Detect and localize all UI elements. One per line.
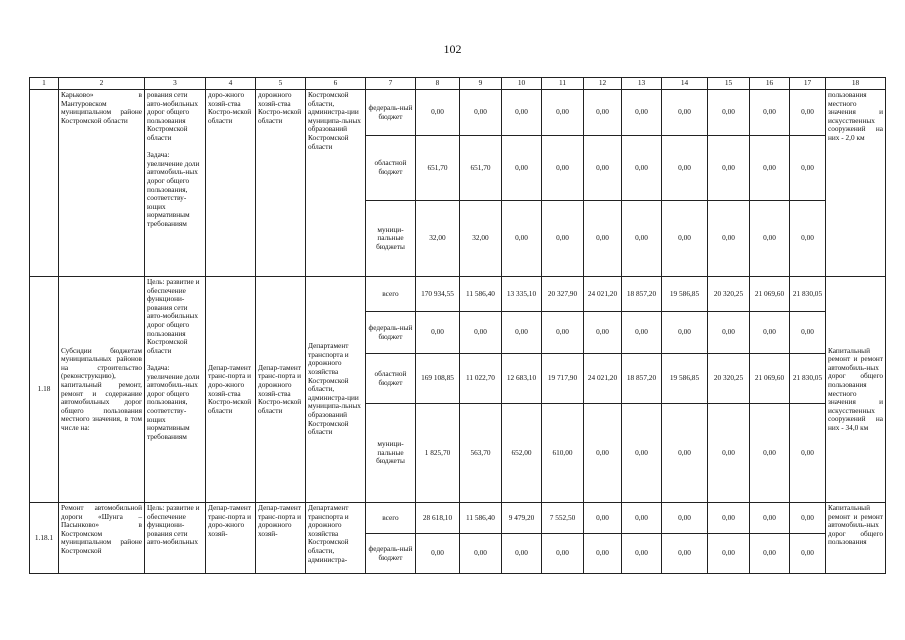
- expected-result: Капитальный ремонт и ремонт автомобиль-ных дорог общего пользования: [826, 503, 886, 574]
- value-cell: 12 683,10: [502, 354, 542, 404]
- value-cell: 0,00: [584, 503, 622, 534]
- value-cell: 652,00: [502, 404, 542, 503]
- value-cell: 0,00: [790, 404, 826, 503]
- goal-task: Цель: развитие и обеспечение функциони-рования сети авто-мобильных: [145, 503, 206, 574]
- value-cell: 0,00: [542, 136, 584, 201]
- value-cell: 0,00: [708, 90, 750, 136]
- value-cell: 0,00: [584, 90, 622, 136]
- value-cell: 0,00: [584, 136, 622, 201]
- value-cell: 0,00: [790, 312, 826, 354]
- value-cell: 0,00: [542, 90, 584, 136]
- value-cell: 169 108,85: [416, 354, 460, 404]
- coexecutor: дорожного хозяй-ства Костро-мской области: [256, 90, 306, 277]
- value-cell: 610,00: [542, 404, 584, 503]
- source-municipal: муници-пальные бюджеты: [366, 404, 416, 503]
- col-number: 4: [206, 78, 256, 90]
- value-cell: 0,00: [502, 90, 542, 136]
- value-cell: 20 327,90: [542, 277, 584, 312]
- expected-result: пользования местного значения и искусственных сооружений на них - 2,0 км: [826, 90, 886, 277]
- value-cell: 0,00: [542, 201, 584, 277]
- value-cell: 0,00: [662, 201, 708, 277]
- value-cell: 0,00: [584, 534, 622, 574]
- event-name: Карьково» в Мантуровском муниципальном районе Костромской области: [59, 90, 145, 277]
- source-regional: областной бюджет: [366, 354, 416, 404]
- value-cell: 11 586,40: [460, 277, 502, 312]
- value-cell: 0,00: [708, 136, 750, 201]
- value-cell: 0,00: [416, 534, 460, 574]
- source-federal: федераль-ный бюджет: [366, 312, 416, 354]
- col-number: 9: [460, 78, 502, 90]
- value-cell: 0,00: [750, 404, 790, 503]
- event-name: Ремонт автомобильной дороги «Шунга – Пасынково» в Костромском муниципальном районе Костромской: [59, 503, 145, 574]
- value-cell: 0,00: [662, 136, 708, 201]
- col-number: 8: [416, 78, 460, 90]
- value-cell: 0,00: [790, 534, 826, 574]
- source-municipal: муници-пальные бюджеты: [366, 201, 416, 277]
- value-cell: 18 857,20: [622, 277, 662, 312]
- value-cell: 13 335,10: [502, 277, 542, 312]
- value-cell: 0,00: [460, 312, 502, 354]
- value-cell: 0,00: [750, 312, 790, 354]
- value-cell: 0,00: [622, 534, 662, 574]
- value-cell: 0,00: [662, 534, 708, 574]
- value-cell: 24 021,20: [584, 354, 622, 404]
- value-cell: 21 069,60: [750, 277, 790, 312]
- value-cell: 0,00: [708, 534, 750, 574]
- value-cell: 651,70: [460, 136, 502, 201]
- value-cell: 0,00: [584, 312, 622, 354]
- value-cell: 0,00: [750, 136, 790, 201]
- value-cell: 0,00: [750, 503, 790, 534]
- value-cell: 0,00: [542, 534, 584, 574]
- col-number: 5: [256, 78, 306, 90]
- participants: Департамент транспорта и дорожного хозяйства Костромской области, администра-: [306, 503, 366, 574]
- goal-task-text: Цель: развитие и обеспечение функциони-рования сети авто-мобильных дорог общего пользования Костромской области Задача: увеличение доли автомобиль-ных дорог общего пользования, соответству-ющих нормативным требованиям: [147, 277, 200, 441]
- value-cell: 20 320,25: [708, 354, 750, 404]
- value-cell: 0,00: [790, 201, 826, 277]
- value-cell: 24 021,20: [584, 277, 622, 312]
- value-cell: 0,00: [584, 404, 622, 503]
- value-cell: 28 618,10: [416, 503, 460, 534]
- value-cell: 0,00: [750, 201, 790, 277]
- col-number: 13: [622, 78, 662, 90]
- col-number: 12: [584, 78, 622, 90]
- source-federal: федераль-ный бюджет: [366, 534, 416, 574]
- table-row: [30, 503, 886, 534]
- coexecutor: Депар-тамент транс-порта и дорожного хозяй-: [256, 503, 306, 574]
- col-number: 3: [145, 78, 206, 90]
- expected-result: Капитальный ремонт и ремонт автомобиль-ных дорог общего пользования местного значения и искусственных сооружений на них - 34,0 км: [826, 277, 886, 503]
- value-cell: 0,00: [662, 404, 708, 503]
- col-number: 6: [306, 78, 366, 90]
- row-number: [30, 90, 59, 277]
- col-number: 18: [826, 78, 886, 90]
- value-cell: 0,00: [622, 201, 662, 277]
- col-number: 14: [662, 78, 708, 90]
- value-cell: 0,00: [790, 90, 826, 136]
- participants: Департамент транспорта и дорожного хозяйства Костромской области, администра-ции муниципа-льных образований Костромской области: [306, 277, 366, 503]
- value-cell: 0,00: [502, 312, 542, 354]
- value-cell: 0,00: [622, 503, 662, 534]
- value-cell: 0,00: [708, 404, 750, 503]
- value-cell: 0,00: [622, 136, 662, 201]
- value-cell: 0,00: [502, 201, 542, 277]
- value-cell: 0,00: [750, 90, 790, 136]
- value-cell: 19 586,85: [662, 277, 708, 312]
- col-number: 17: [790, 78, 826, 90]
- value-cell: 0,00: [750, 534, 790, 574]
- goal-task: [145, 90, 206, 277]
- column-number-row: [30, 78, 886, 90]
- value-cell: 0,00: [662, 312, 708, 354]
- source-federal: федераль-ный бюджет: [366, 90, 416, 136]
- value-cell: 0,00: [460, 90, 502, 136]
- goal-task-text: рования сети авто-мобильных дорог общего пользования Костромской области Задача: увеличение доли автомобиль-ных дорог общего пользования, соответству-ющих нормативным требованиям: [147, 90, 200, 228]
- value-cell: 0,00: [542, 312, 584, 354]
- value-cell: 0,00: [416, 90, 460, 136]
- coexecutor: Депар-тамент транс-порта и дорожного хозяй-ства Костро-мской области: [256, 277, 306, 503]
- value-cell: 0,00: [502, 534, 542, 574]
- value-cell: 1 825,70: [416, 404, 460, 503]
- value-cell: 0,00: [622, 90, 662, 136]
- value-cell: 0,00: [622, 404, 662, 503]
- executor: доро-жного хозяй-ства Костро-мской области: [206, 90, 256, 277]
- table-row: [30, 277, 886, 312]
- col-number: 2: [59, 78, 145, 90]
- value-cell: 170 934,55: [416, 277, 460, 312]
- value-cell: 18 857,20: [622, 354, 662, 404]
- row-number: 1.18.1: [30, 503, 59, 574]
- program-table: [29, 77, 886, 574]
- goal-task: [145, 277, 206, 503]
- value-cell: 32,00: [416, 201, 460, 277]
- row-number: 1.18: [30, 277, 59, 503]
- value-cell: 7 552,50: [542, 503, 584, 534]
- executor: Депар-тамент транс-порта и доро-жного хозяй-: [206, 503, 256, 574]
- page-number: 102: [443, 42, 462, 56]
- value-cell: 0,00: [708, 503, 750, 534]
- col-number: 7: [366, 78, 416, 90]
- value-cell: 0,00: [416, 312, 460, 354]
- participants: Костромской области, администра-ции муниципа-льных образований Костромской области: [306, 90, 366, 277]
- value-cell: 0,00: [790, 136, 826, 201]
- event-name: Субсидии бюджетам муниципальных районов на строительство (реконструкцию), капитальный ремонт, ремонт и содержание автомобильных дорог общего пользования местного значения, в том числе на:: [59, 277, 145, 503]
- value-cell: 19 717,90: [542, 354, 584, 404]
- value-cell: 11 022,70: [460, 354, 502, 404]
- value-cell: 32,00: [460, 201, 502, 277]
- table-row: [30, 90, 886, 136]
- col-number: 16: [750, 78, 790, 90]
- col-number: 10: [502, 78, 542, 90]
- value-cell: 21 830,05: [790, 277, 826, 312]
- value-cell: 20 320,25: [708, 277, 750, 312]
- value-cell: 19 586,85: [662, 354, 708, 404]
- source-total: всего: [366, 277, 416, 312]
- source-total: всего: [366, 503, 416, 534]
- value-cell: 563,70: [460, 404, 502, 503]
- executor: Депар-тамент транс-порта и доро-жного хозяй-ства Костро-мской области: [206, 277, 256, 503]
- value-cell: 9 479,20: [502, 503, 542, 534]
- value-cell: 0,00: [662, 503, 708, 534]
- value-cell: 0,00: [502, 136, 542, 201]
- source-regional: областной бюджет: [366, 136, 416, 201]
- value-cell: 0,00: [708, 201, 750, 277]
- col-number: 11: [542, 78, 584, 90]
- col-number: 1: [30, 78, 59, 90]
- value-cell: 0,00: [708, 312, 750, 354]
- value-cell: 21 069,60: [750, 354, 790, 404]
- value-cell: 651,70: [416, 136, 460, 201]
- value-cell: 21 830,05: [790, 354, 826, 404]
- value-cell: 0,00: [662, 90, 708, 136]
- value-cell: 0,00: [460, 534, 502, 574]
- value-cell: 0,00: [584, 201, 622, 277]
- value-cell: 0,00: [622, 312, 662, 354]
- value-cell: 0,00: [790, 503, 826, 534]
- value-cell: 11 586,40: [460, 503, 502, 534]
- col-number: 15: [708, 78, 750, 90]
